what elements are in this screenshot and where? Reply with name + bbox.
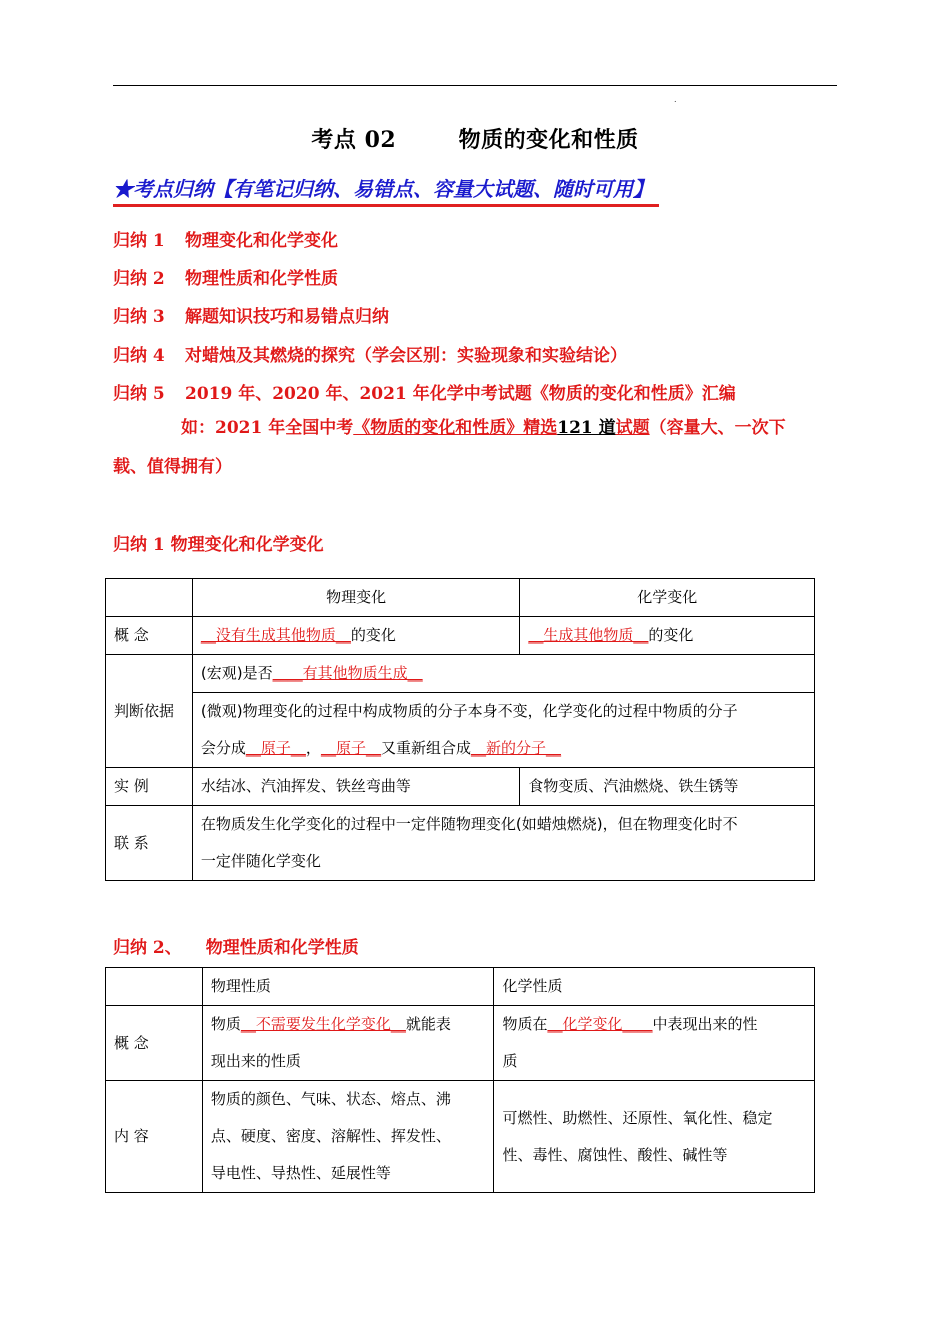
summary-banner: ★考点归纳【有笔记归纳、易错点、容量大试题、随时可用】 — [113, 174, 659, 207]
concept-physical: __没有生成其他物质__的变化 — [192, 617, 520, 655]
col-header-chemical: 化学变化 — [520, 579, 815, 617]
title-number: 02 — [364, 127, 397, 153]
table-row — [106, 1006, 815, 1081]
summary-item-1: 归纳 1 物理变化和化学变化 — [113, 231, 338, 251]
row-label-concept: 概 念 — [106, 617, 193, 655]
summary-item-4: 归纳 4 对蜡烛及其燃烧的探究（学会区别：实验现象和实验结论） — [113, 346, 627, 366]
row-label-concept-prop: 概 念 — [106, 1006, 203, 1081]
table-row — [106, 655, 815, 693]
example-physical: 水结冰、汽油挥发、铁丝弯曲等 — [192, 768, 520, 806]
table-row — [106, 693, 815, 768]
col-header-physical: 物理变化 — [192, 579, 520, 617]
header-rule — [113, 85, 837, 86]
summary-item-2: 归纳 2 物理性质和化学性质 — [113, 269, 338, 289]
summary-item-3: 归纳 3 解题知识技巧和易错点归纳 — [113, 307, 389, 327]
section1-heading: 归纳 1 物理变化和化学变化 — [113, 535, 324, 555]
content-chemical: 可燃性、助燃性、还原性、氧化性、稳定 性、毒性、腐蚀性、酸性、碱性等 — [494, 1081, 815, 1193]
table-row — [106, 617, 815, 655]
table-row — [106, 579, 815, 617]
concept-physical-prop: 物质__不需要发生化学变化__就能表 现出来的性质 — [202, 1006, 494, 1081]
table-row — [106, 968, 815, 1006]
title-name: 物质的变化和性质 — [458, 127, 639, 153]
title-prefix: 考点 — [311, 127, 357, 153]
promo-line: 如：2021 年全国中考《物质的变化和性质》精选121 道试题（容量大、一次下 — [181, 418, 786, 438]
table-changes — [105, 578, 815, 881]
promo-line-2: 载、值得拥有） — [113, 457, 232, 477]
col-header-chemical-prop: 化学性质 — [494, 968, 815, 1006]
example-chemical: 食物变质、汽油燃烧、铁生锈等 — [520, 768, 815, 806]
concept-chemical: __生成其他物质__的变化 — [520, 617, 815, 655]
content-physical: 物质的颜色、气味、状态、熔点、沸 点、硬度、密度、溶解性、挥发性、 导电性、导热性、延展性等 — [202, 1081, 494, 1193]
row-label-basis: 判断依据 — [106, 655, 193, 768]
table-row — [106, 1081, 815, 1193]
table-row — [106, 768, 815, 806]
table-properties — [105, 967, 815, 1193]
relation-text: 在物质发生化学变化的过程中一定伴随物理变化(如蜡烛燃烧)，但在物理变化时不 一定伴随化学变化 — [192, 806, 814, 881]
table-row — [106, 806, 815, 881]
basis-micro: (微观)物理变化的过程中构成物质的分子本身不变，化学变化的过程中物质的分子 会分成__原子__，__原子__又重新组合成__新的分子__ — [192, 693, 814, 768]
row-label-example: 实 例 — [106, 768, 193, 806]
summary-item-5: 归纳 5 2019 年、2020 年、2021 年化学中考试题《物质的变化和性质》汇编 — [113, 384, 736, 404]
concept-chemical-prop: 物质在__化学变化____中表现出来的性 质 — [494, 1006, 815, 1081]
page-title — [0, 123, 950, 154]
section2-heading: 归纳 2、 物理性质和化学性质 — [113, 938, 359, 958]
header-dot: . — [674, 95, 677, 104]
basis-macro: (宏观)是否____有其他物质生成__ — [192, 655, 814, 693]
col-header-physical-prop: 物理性质 — [202, 968, 494, 1006]
row-label-content: 内 容 — [106, 1081, 203, 1193]
row-label-relation: 联 系 — [106, 806, 193, 881]
